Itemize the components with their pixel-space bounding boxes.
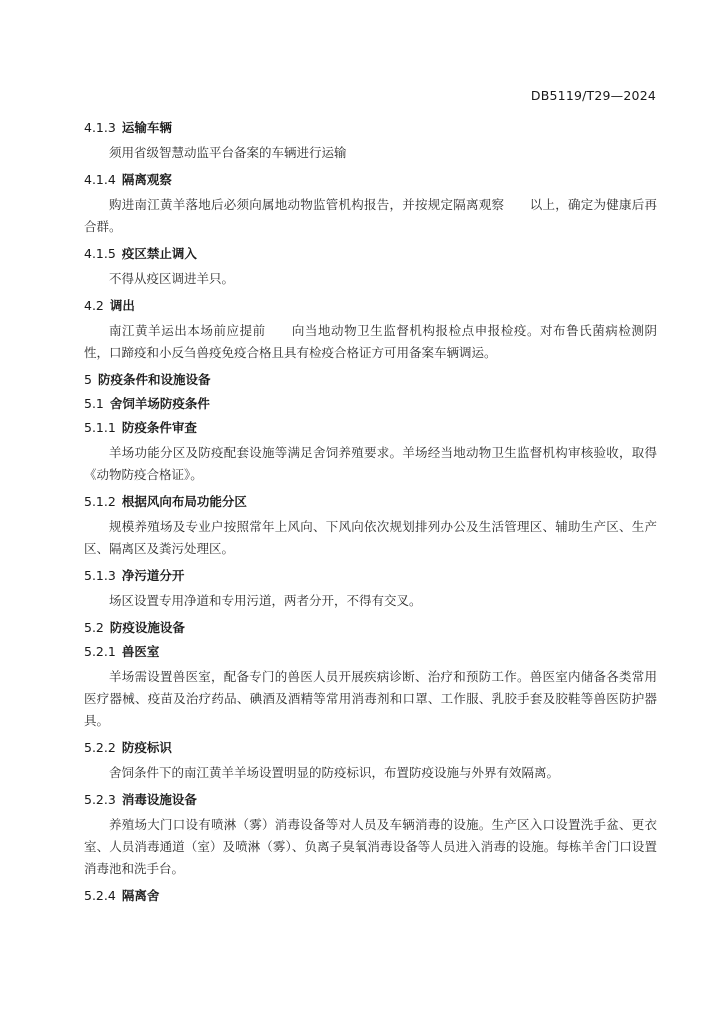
section-number: 5.2.2 — [84, 740, 116, 755]
section-heading — [84, 418, 657, 438]
section-title: 消毒设施设备 — [121, 792, 197, 807]
section-title: 净污道分开 — [121, 568, 185, 583]
section-title: 防疫条件和设施设备 — [97, 372, 211, 387]
section-heading — [84, 618, 657, 638]
section-title: 舍饲羊场防疫条件 — [109, 396, 210, 411]
section-title: 运输车辆 — [121, 120, 172, 135]
section-heading — [84, 296, 657, 316]
section-number: 5.1.1 — [84, 420, 116, 435]
chapter-heading — [84, 370, 657, 390]
section-text: 场区设置专用净道和专用污道，两者分开，不得有交叉。 — [109, 593, 422, 608]
standard-code: DB5119/T29—2024 — [530, 88, 656, 103]
document-body — [84, 118, 657, 906]
section-title: 防疫标识 — [121, 740, 172, 755]
section-text: 须用省级智慧动监平台备案的车辆进行运输 — [109, 145, 347, 160]
section-number: 5 — [84, 372, 92, 387]
section-heading — [84, 566, 657, 586]
section-text: 规模养殖场及专业户按照常年上风向、下风向依次规划排列办公及生活管理区、辅助生产区、生产区、隔离区及粪污处理区。 — [84, 519, 657, 556]
section-title: 根据风向布局功能分区 — [121, 494, 247, 509]
section-heading — [84, 642, 657, 662]
section-number: 4.1.4 — [84, 172, 116, 187]
section-heading — [84, 118, 657, 138]
section-number: 5.1 — [84, 396, 104, 411]
section-number: 4.2 — [84, 298, 104, 313]
section-title: 隔离舍 — [121, 888, 160, 903]
section-number: 4.1.5 — [84, 246, 116, 261]
section-number: 5.1.2 — [84, 494, 116, 509]
section-heading — [84, 738, 657, 758]
section-title: 调出 — [109, 298, 135, 313]
section-number: 5.2.4 — [84, 888, 116, 903]
section-title: 隔离观察 — [121, 172, 172, 187]
section-heading — [84, 170, 657, 190]
section-title: 疫区禁止调入 — [121, 246, 197, 261]
section-heading — [84, 886, 657, 906]
section-heading — [84, 244, 657, 264]
section-number: 5.2 — [84, 620, 104, 635]
section-heading — [84, 790, 657, 810]
section-number: 5.2.3 — [84, 792, 116, 807]
section-title: 兽医室 — [121, 644, 160, 659]
section-text: 羊场功能分区及防疫配套设施等满足舍饲养殖要求。羊场经当地动物卫生监督机构审核验收，取得《动物防疫合格证》。 — [84, 445, 657, 482]
section-title: 防疫设施设备 — [109, 620, 185, 635]
section-text: 舍饲条件下的南江黄羊羊场设置明显的防疫标识，布置防疫设施与外界有效隔离。 — [109, 765, 560, 780]
section-text: 羊场需设置兽医室，配备专门的兽医人员开展疾病诊断、治疗和预防工作。兽医室内储备各类常用医疗器械、疫苗及治疗药品、碘酒及酒精等常用消毒剂和口罩、工作服、乳胶手套及胶鞋等兽医防护器具。 — [84, 669, 657, 728]
section-title: 防疫条件审查 — [121, 420, 197, 435]
section-text: 不得从疫区调进羊只。 — [109, 271, 235, 286]
section-text: 购进南江黄羊落地后必须向属地动物监管机构报告，并按规定隔离观察 以上，确定为健康后再合群。 — [84, 197, 657, 234]
section-number: 4.1.3 — [84, 120, 116, 135]
section-number: 5.1.3 — [84, 568, 116, 583]
section-text: 南江黄羊运出本场前应提前 向当地动物卫生监督机构报检点申报检疫。对布鲁氏菌病检测阴性，口蹄疫和小反刍兽疫免疫合格且具有检疫合格证方可用备案车辆调运。 — [84, 323, 657, 360]
section-number: 5.2.1 — [84, 644, 116, 659]
section-heading — [84, 394, 657, 414]
section-text: 养殖场大门口设有喷淋（雾）消毒设备等对人员及车辆消毒的设施。生产区入口设置洗手盆、更衣室、人员消毒通道（室）及喷淋（雾）、负离子臭氧消毒设备等人员进入消毒的设施。每栋羊舍门口设置消毒池和洗手台。 — [84, 817, 657, 876]
section-heading — [84, 492, 657, 512]
